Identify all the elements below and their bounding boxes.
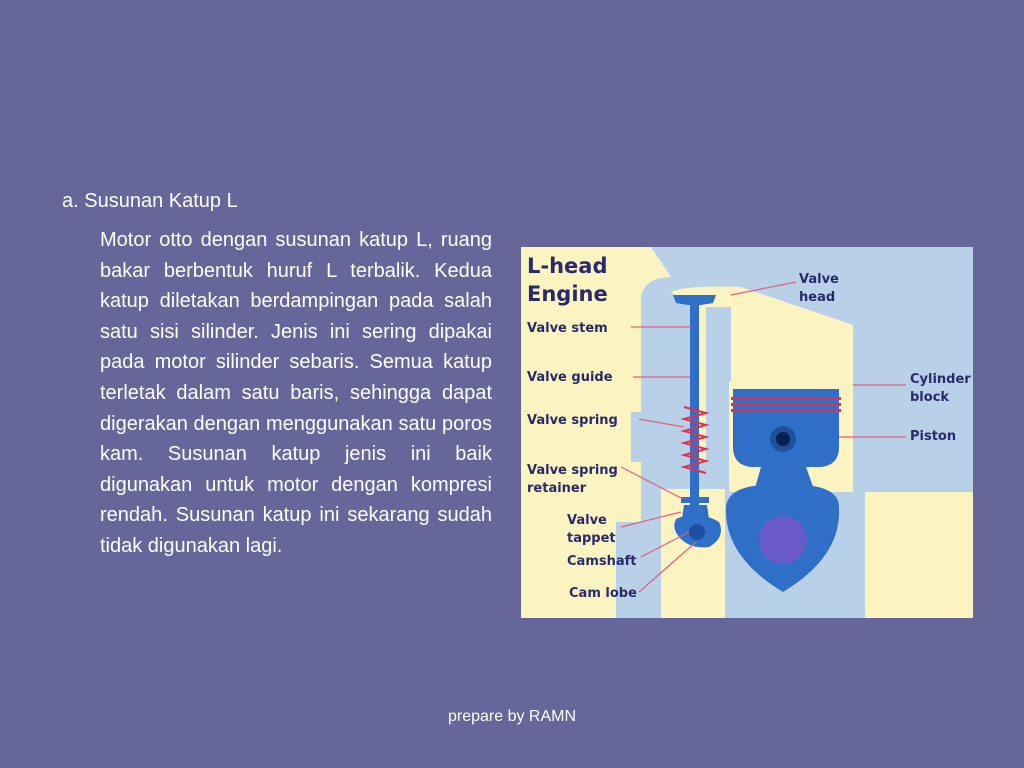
l-head-engine-diagram — [521, 247, 973, 618]
label-valve-guide: Valve guide — [527, 370, 613, 385]
piston-ring — [731, 403, 841, 406]
valve-stem-shape — [690, 305, 699, 505]
label-cylinder-block-2: block — [910, 390, 950, 405]
label-camshaft: Camshaft — [567, 554, 637, 569]
label-valve-tappet-2: tappet — [567, 531, 616, 546]
label-valve-tappet-1: Valve — [567, 513, 607, 528]
footer-text: prepare by RAMN — [447, 708, 577, 725]
slide-footer — [0, 708, 1024, 726]
label-cylinder-block-1: Cylinder — [910, 372, 971, 387]
label-spring-retainer-2: retainer — [527, 481, 587, 496]
label-piston: Piston — [910, 429, 957, 444]
spring-retainer-shape — [681, 497, 709, 503]
diagram-title-line1: L-head — [527, 254, 608, 278]
piston-ring — [731, 409, 841, 412]
slide-heading: a. Susunan Katup L — [62, 190, 238, 212]
diagram-title-line2: Engine — [527, 282, 608, 306]
crankshaft-journal — [759, 516, 807, 564]
label-valve-head-2: head — [799, 290, 836, 305]
piston-ring — [731, 397, 841, 400]
label-valve-head-1: Valve — [799, 272, 839, 287]
camshaft-center — [689, 524, 705, 540]
label-valve-spring: Valve spring — [527, 413, 618, 428]
slide-paragraph: Motor otto dengan susunan katup L, ruang bakar berbentuk huruf L terbalik. Kedua katup diletakan berdampingan pada salah satu sisi silinder. Jenis ini sering dipakai pada motor silinder sebaris. Semua katup terletak dalam satu baris, sehingga dapat digerakan dengan menggunakan satu poros kam. Susunan katup jenis ini baik digunakan untuk motor dengan kompresi rendah. Susunan katup ini sekarang sudah tidak digunakan lagi. — [100, 229, 492, 557]
label-valve-stem: Valve stem — [527, 321, 608, 336]
label-spring-retainer-1: Valve spring — [527, 463, 618, 478]
valve-head-shape — [673, 295, 716, 305]
label-cam-lobe: Cam lobe — [569, 586, 637, 601]
